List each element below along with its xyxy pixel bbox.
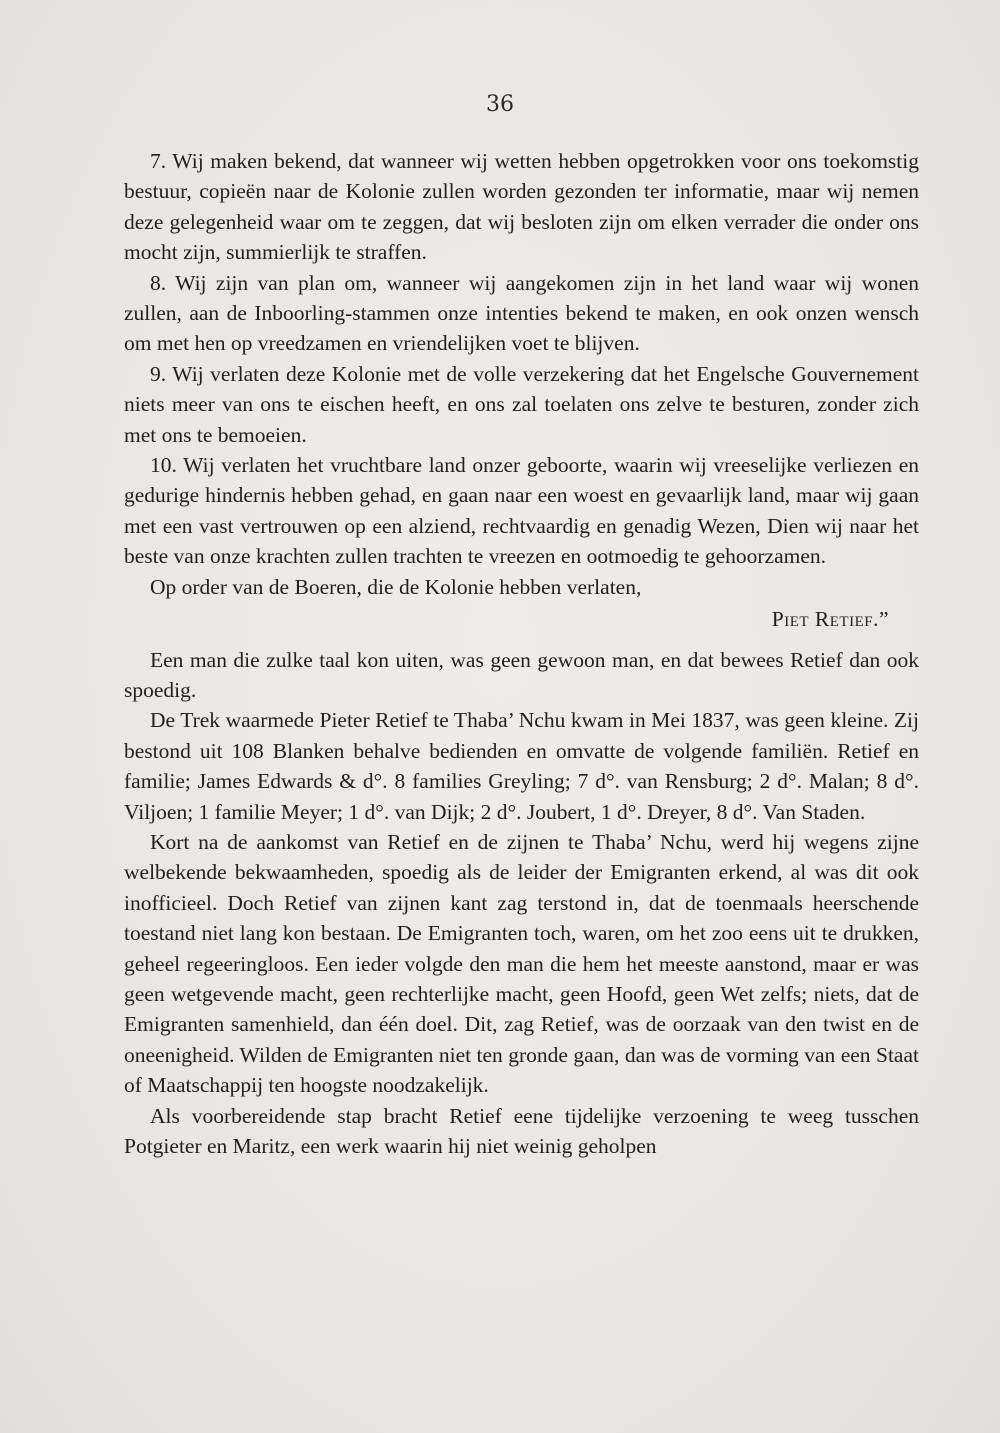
paragraph-reconciliation: Als voorbereidende stap bracht Retief eene tijdelijke verzoening te weeg tusschen Potgieter en Maritz, een werk waarin hij niet weinig geholpen (124, 1103, 919, 1158)
paragraph-order-line: Op order van de Boeren, die de Kolonie hebben verlaten, (150, 574, 642, 599)
paragraph-article-10: 10. Wij verlaten het vruchtbare land onzer geboorte, waarin wij vreeselijke verliezen en gedurige hindernis hebben gehad, en gaan naar een woest en gevaarlijk land, maar wij gaan met een vast vertrouwen op een alziend, rechtvaardig en genadig Wezen, Dien wij naar het beste van onze krachten zullen trachten te vreezen en ootmoedig te gehoorzamen. (124, 453, 919, 569)
paragraph-article-9: 9. Wij verlaten deze Kolonie met de volle verzekering dat het Engelsche Gouvernement niets meer van ons te eischen heeft, en ons zal toelaten ons zelve te besturen, zonder zich met ons te bemoeien. (124, 361, 919, 447)
paragraph-taal: Een man die zulke taal kon uiten, was geen gewoon man, en dat bewees Retief dan ook spoedig. (124, 647, 919, 702)
paragraph-article-7: 7. Wij maken bekend, dat wanneer wij wetten hebben opgetrokken voor ons toekomstig bestuur, copieën naar de Kolonie zullen worden gezonden ter informatie, maar wij nemen deze gelegenheid waar om te zeggen, dat wij besloten zijn om elken verrader die onder ons mocht zijn, summierlijk te straffen. (124, 149, 919, 265)
body-text (124, 146, 919, 1161)
paragraph-article-8: 8. Wij zijn van plan om, wanneer wij aangekomen zijn in het land waar wij wonen zullen, aan de Inboorling-stammen onze intenties bekend te maken, en ook onzen wensch om met hen op vreedzamen en vriendelijken voet te blijven. (124, 270, 919, 356)
page-number: 36 (486, 92, 514, 117)
paragraph-trek: De Trek waarmede Pieter Retief te Thaba’ Nchu kwam in Mei 1837, was geen kleine. Zij bestond uit 108 Blanken behalve bedienden en omvatte de volgende familiën. Retief en familie; James Edwards & d°. 8 families Greyling; 7 d°. van Rensburg; 2 d°. Malan; 8 d°. Viljoen; 1 familie Meyer; 1 d°. van Dijk; 2 d°. Joubert, 1 d°. Dreyer, 8 d°. Van Staden. (124, 708, 919, 824)
paragraph-leader: Kort na de aankomst van Retief en de zijnen te Thaba’ Nchu, werd hij wegens zijne welbekende bekwaamheden, spoedig als de leider der Emigranten erkend, al was dit ook inofficieel. Doch Retief van zijnen kant zag terstond in, dat de toenmaals heerschende toestand niet lang kon bestaan. De Emigranten toch, waren, om het zoo eens uit te drukken, geheel regeeringloos. Een ieder volgde den man die hem het meeste aanstond, maar er was geen wetgevende macht, geen rechterlijke macht, geen Hoofd, geen Wet zelfs; niets, dat de Emigranten samenhield, dan één doel. Dit, zag Retief, was de oorzaak van den twist en de oneenigheid. Wilden de Emigranten niet ten gronde gaan, dan was de vorming van een Staat of Maatschappij ten hoogste noodzakelijk. (124, 829, 919, 1098)
signature-piet-retief: Piet Retief.” (771, 607, 889, 632)
